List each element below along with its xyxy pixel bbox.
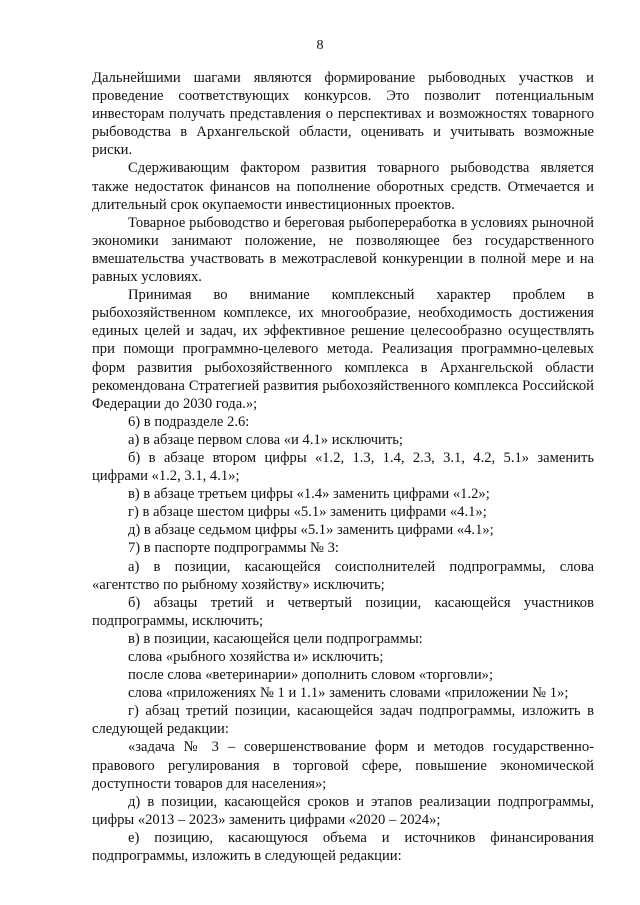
paragraph: слова «рыбного хозяйства и» исключить; — [128, 649, 384, 665]
paragraph: 7) в паспорте подпрограммы № 3: — [128, 540, 339, 557]
paragraph: г) абзац третий позиции, касающейся задач подпрограммы, изложить в следующей редакции: — [92, 703, 594, 738]
paragraph: 6) в подразделе 2.6: — [128, 413, 250, 430]
paragraph: а) в абзаце первом слова «и 4.1» исключить; — [128, 431, 403, 448]
paragraph: в) в позиции, касающейся цели подпрограммы: — [128, 630, 423, 647]
paragraph: в) в абзаце третьем цифры «1.4» заменить цифрами «1.2»; — [128, 486, 490, 503]
paragraph: д) в абзаце седьмом цифры «5.1» заменить цифрами «4.1»; — [128, 522, 494, 539]
paragraph: Сдерживающим фактором развития товарного рыбоводства является также недостаток финансов на пополнение оборотных средств. Отмечается и длительный срок окупаемости инвестиционных проектов. — [92, 160, 594, 213]
paragraph: «задача № 3 – совершенствование форм и методов государственно-правового регулирования в торговой сфере, повышение экономической доступности товаров для населения»; — [92, 739, 594, 792]
paragraph: б) абзацы третий и четвертый позиции, касающейся участников подпрограммы, исключить; — [92, 594, 594, 629]
paragraph: Дальнейшими шагами являются формирование рыбоводных участков и проведение соответствующих конкурсов. Это позволит потенциальным инвесторам получать представления о перспективах и возможностях товарного рыбоводства в Архангельской области, оценивать и учитывать возможные риски. — [92, 70, 594, 159]
paragraph: а) в позиции, касающейся соисполнителей подпрограммы, слова «агентство по рыбному хозяйству» исключить; — [92, 558, 594, 593]
paragraph: после слова «ветеринарии» дополнить словом «торговли»; — [128, 667, 494, 684]
paragraph: б) в абзаце втором цифры «1.2, 1.3, 1.4, 2.3, 3.1, 4.2, 5.1» заменить цифрами «1.2, 3.1, 4.1»; — [92, 449, 594, 485]
document-body — [92, 69, 594, 865]
paragraph: слова «приложениях № 1 и 1.1» заменить словами «приложении № 1»; — [128, 685, 569, 702]
paragraph: Принимая во внимание комплексный характер проблем в рыбохозяйственном комплексе, их многообразие, необходимость достижения единых целей и задач, их эффективное решение целесообразно осуществлять при помощи программно-целевого метода. Реализация программно-целевых форм развития рыбохозяйственного комплекса в Архангельской области рекомендована Стратегией развития рыбохозяйственного комплекса Российской Федерации до 2030 года.»; — [92, 287, 594, 412]
paragraph: е) позицию, касающуюся объема и источников финансирования подпрограммы, изложить в следующей редакции: — [92, 829, 594, 865]
paragraph: г) в абзаце шестом цифры «5.1» заменить цифрами «4.1»; — [128, 504, 487, 521]
paragraph: Товарное рыбоводство и береговая рыбопереработка в условиях рыночной экономики занимают положение, не позволяющее без государственного вмешательства участвовать в межотраслевой конкуренции в полной мере и на равных условиях. — [92, 214, 594, 286]
paragraph: д) в позиции, касающейся сроков и этапов реализации подпрограммы, цифры «2013 – 2023» заменить цифрами «2020 – 2024»; — [92, 793, 594, 828]
page-number: 8 — [316, 38, 324, 53]
